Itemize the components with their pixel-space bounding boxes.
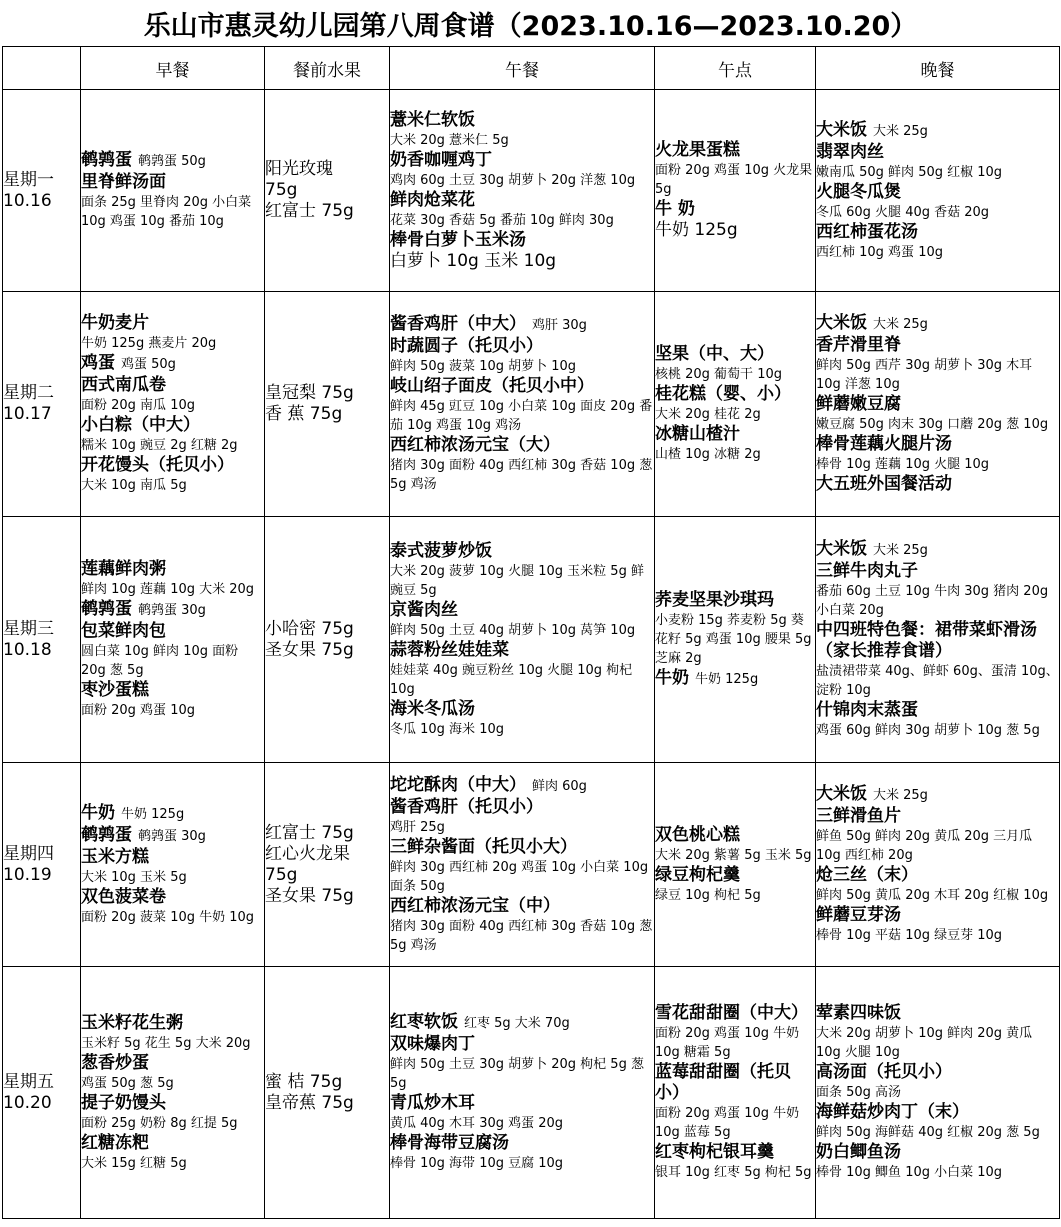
lunch-cell — [390, 90, 655, 292]
fruit-cell — [265, 517, 390, 763]
dish-title: 莲藕鲜肉粥 — [81, 559, 166, 579]
dish-title: 坨坨酥肉（中大） — [390, 774, 526, 795]
dish-ingredients: 鸡蛋 60g 鲜肉 30g 胡萝卜 10g 葱 5g — [816, 723, 1040, 738]
dish-title: 泰式菠萝炒饭 — [390, 540, 492, 561]
dish-ingredients: 嫩豆腐 50g 肉末 30g 口蘑 20g 葱 10g — [816, 417, 1049, 432]
dish-inline-ingredients: 鹌鹑蛋 30g — [138, 828, 206, 844]
fruit-item: 香 蕉 75g — [265, 404, 343, 424]
dish-name — [816, 394, 1059, 415]
dish-ingredients: 大米 20g 紫薯 5g 玉米 5g — [655, 847, 812, 863]
dish-ingredients: 鲜肉 45g 豇豆 10g 小白菜 10g 面皮 20g 番茄 10g 鸡蛋 10g 鸡汤 — [390, 399, 653, 433]
fruit-item: 圣女果 75g — [265, 639, 354, 660]
dish-name — [81, 455, 264, 476]
dish-title: 棒骨海带豆腐汤 — [390, 1133, 509, 1153]
dish-ingredients: 西红柿 10g 鸡蛋 10g — [816, 244, 943, 260]
header-corner — [3, 47, 81, 90]
dish-title: 荤素四味饭 — [816, 1003, 901, 1023]
breakfast-cell — [81, 517, 265, 763]
dish-ingredients: 银耳 10g 红枣 5g 枸杞 5g — [655, 1165, 812, 1180]
weekday-label: 星期四 — [3, 843, 54, 864]
dish-title: 棒骨莲藕火腿片汤 — [816, 434, 952, 454]
dish-inline-ingredients: 鹌鹑蛋 50g — [138, 154, 206, 169]
dish-name — [655, 384, 815, 405]
dish-title: 香芹滑里脊 — [816, 335, 901, 355]
dish-title: 雪花甜甜圈（中大） — [655, 1003, 808, 1023]
dish-name — [816, 1142, 1059, 1163]
day-cell — [3, 90, 81, 292]
fruit-item: 红富士 75g — [265, 201, 354, 221]
dish-title: 双味爆肉丁 — [390, 1034, 475, 1054]
dish-name — [816, 182, 1059, 203]
dish-inline-ingredients: 鹌鹑蛋 30g — [138, 603, 206, 618]
dish-name — [81, 1053, 264, 1074]
day-row — [3, 763, 1060, 967]
day-cell — [3, 292, 81, 517]
header-dinner: 晚餐 — [816, 47, 1060, 90]
fruit-item: 蜜 桔 75g — [265, 1071, 343, 1092]
dish-name — [390, 797, 654, 818]
dish-ingredients: 番茄 60g 土豆 10g 牛肉 30g 猪肉 20g 小白菜 20g — [816, 584, 1049, 618]
dish-name — [81, 680, 264, 701]
dish-name — [81, 599, 264, 621]
dish-title: 鲜蘑豆芽汤 — [816, 905, 901, 925]
dish-ingredients: 面粉 20g 鸡蛋 10g 火龙果 5g — [655, 163, 813, 197]
dish-inline-ingredients: 牛奶 125g — [121, 806, 185, 822]
dish-ingredients: 盐渍裙带菜 40g、鲜虾 60g、蛋清 10g、淀粉 10g — [816, 664, 1059, 698]
dish-title: 三鲜杂酱面（托贝小大） — [390, 836, 577, 857]
dish-title: 坚果（中、大） — [655, 344, 774, 364]
dish-title: 时蔬圆子（托贝小） — [390, 336, 543, 356]
dish-title: 蓝莓甜甜圈（托贝小） — [655, 1062, 791, 1103]
dish-title: 荞麦坚果沙琪玛 — [655, 589, 774, 610]
dish-ingredients: 鲜肉 50g 西芹 30g 胡萝卜 30g 木耳 10g 洋葱 10g — [816, 358, 1033, 392]
dish-title: 鹌鹑蛋 — [81, 150, 132, 170]
fruit-cell — [265, 763, 390, 967]
dish-title: 提子奶馒头 — [81, 1092, 166, 1113]
dish-title: 鹌鹑蛋 — [81, 599, 132, 619]
date-label: 10.19 — [3, 864, 52, 885]
dish-ingredients: 冬瓜 10g 海米 10g — [390, 721, 504, 737]
dish-title: 葱香炒蛋 — [81, 1052, 149, 1073]
dish-name — [390, 837, 654, 858]
dish-name — [390, 435, 654, 456]
dish-title: 包菜鲜肉包 — [81, 621, 166, 641]
dish-title: 三鲜牛肉丸子 — [816, 561, 918, 581]
dish-ingredients: 鲜肉 50g 海鲜菇 40g 红椒 20g 葱 5g — [816, 1125, 1040, 1140]
dish-title: 玉米籽花生粥 — [81, 1012, 183, 1033]
dish-ingredients: 鲜肉 50g 土豆 40g 胡萝卜 10g 莴笋 10g — [390, 622, 636, 638]
dish-name — [816, 806, 1059, 827]
dish-name — [816, 620, 1059, 662]
dish-name — [81, 375, 264, 396]
dish-title: 西式南瓜卷 — [81, 375, 166, 395]
dish-name — [655, 344, 815, 365]
dish-title: 青瓜炒木耳 — [390, 1093, 475, 1113]
dish-name — [390, 600, 654, 621]
weekday-label: 星期二 — [3, 383, 54, 403]
dish-ingredients: 冬瓜 60g 火腿 40g 香菇 20g — [816, 204, 990, 220]
dish-name — [390, 541, 654, 562]
dish-title: 火龙果蛋糕 — [655, 140, 740, 160]
weekday-label: 星期五 — [3, 1071, 54, 1092]
fruit-cell — [265, 967, 390, 1219]
day-row — [3, 90, 1060, 292]
dish-ingredients: 绿豆 10g 枸杞 5g — [655, 887, 761, 903]
dish-name — [81, 150, 264, 172]
dish-inline-ingredients: 大米 25g — [873, 317, 928, 332]
dish-ingredients: 棒骨 10g 鲫鱼 10g 小白菜 10g — [816, 1165, 1003, 1180]
dish-title: 牛奶 — [655, 667, 689, 688]
dish-ingredients: 山楂 10g 冰糖 2g — [655, 447, 761, 462]
snack-cell — [655, 90, 816, 292]
dish-ingredients: 鸡肉 60g 土豆 30g 胡萝卜 20g 洋葱 10g — [390, 172, 636, 188]
fruit-item: 皇冠梨 75g — [265, 383, 354, 403]
breakfast-cell — [81, 292, 265, 517]
date-label: 10.18 — [3, 639, 52, 660]
header-breakfast: 早餐 — [81, 47, 265, 90]
dish-name — [816, 474, 1059, 495]
page-title: 乐山市惠灵幼儿园第八周食谱（2023.10.16—2023.10.20） — [143, 11, 918, 42]
dish-ingredients: 棒骨 10g 平菇 10g 绿豆芽 10g — [816, 928, 1003, 943]
dish-title: 绿豆枸杞羹 — [655, 864, 740, 885]
dish-ingredients: 鲜肉 30g 西红柿 20g 鸡蛋 10g 小白菜 10g 面条 50g — [390, 859, 649, 894]
dish-title: 大米饭 — [816, 539, 867, 559]
dish-name — [655, 199, 815, 220]
dish-name — [816, 1102, 1059, 1123]
snack-cell — [655, 292, 816, 517]
dish-inline-ingredients: 大米 25g — [873, 123, 928, 139]
dish-ingredients: 大米 10g 南瓜 5g — [81, 478, 187, 493]
dinner-cell — [816, 517, 1060, 763]
breakfast-cell — [81, 763, 265, 967]
dish-title: 薏米仁软饭 — [390, 109, 475, 130]
weekday-label: 星期一 — [3, 169, 54, 190]
dish-ingredients: 面粉 25g 奶粉 8g 红提 5g — [81, 1115, 238, 1131]
dish-name — [655, 140, 815, 161]
fruit-item: 皇帝蕉 75g — [265, 1092, 354, 1113]
dish-ingredients: 鲜肉 10g 莲藕 10g 大米 20g — [81, 582, 255, 597]
dinner-cell — [816, 292, 1060, 517]
dish-title: 鸡蛋 — [81, 353, 115, 373]
dish-name — [390, 230, 654, 251]
dinner-cell — [816, 763, 1060, 967]
dish-inline-ingredients: 大米 25g — [873, 543, 928, 558]
dish-ingredients: 核桃 20g 葡萄干 10g — [655, 367, 782, 382]
dish-ingredients: 鸡肝 25g — [390, 819, 445, 835]
dish-name — [81, 847, 264, 868]
dish-title: 大五班外国餐活动 — [816, 474, 952, 494]
date-label: 10.16 — [3, 190, 52, 211]
header-fruit: 餐前水果 — [265, 47, 390, 90]
dish-title: 海鲜菇炒肉丁（末） — [816, 1102, 969, 1122]
dish-ingredients: 大米 20g 桂花 2g — [655, 407, 761, 422]
dish-name — [390, 1012, 654, 1034]
dish-ingredients: 大米 20g 菠萝 10g 火腿 10g 玉米粒 5g 鲜豌豆 5g — [390, 563, 644, 598]
dish-title: 什锦肉末蒸蛋 — [816, 700, 918, 720]
weekday-label: 星期三 — [3, 618, 54, 639]
dinner-cell — [816, 967, 1060, 1219]
dish-ingredients: 面粉 20g 鸡蛋 10g — [81, 703, 195, 718]
dish-ingredients: 大米 20g 薏米仁 5g — [390, 132, 509, 148]
dish-name — [390, 1034, 654, 1055]
dish-name — [81, 1093, 264, 1114]
fruit-item: 75g — [265, 180, 298, 200]
lunch-cell — [390, 763, 655, 967]
dish-ingredients: 面粉 20g 鸡蛋 10g 牛奶 10g 蓝莓 5g — [655, 1106, 800, 1140]
dish-title: 小白粽（中大） — [81, 415, 200, 435]
day-row — [3, 517, 1060, 763]
dish-name — [655, 424, 815, 445]
dish-title: 双色桃心糕 — [655, 824, 740, 845]
dish-ingredients: 圆白菜 10g 鲜肉 10g 面粉 20g 葱 5g — [81, 644, 239, 678]
dish-inline-ingredients: 鸡蛋 50g — [121, 357, 176, 372]
dish-ingredients: 面粉 20g 南瓜 10g — [81, 398, 195, 413]
breakfast-cell — [81, 90, 265, 292]
dish-ingredients: 鲜肉 50g 菠菜 10g 胡萝卜 10g — [390, 359, 577, 374]
dish-name — [655, 1003, 815, 1024]
dish-title: 高汤面（托贝小） — [816, 1062, 952, 1082]
dish-ingredients: 面条 25g 里脊肉 20g 小白菜 10g 鸡蛋 10g 番茄 10g — [81, 195, 252, 229]
dish-ingredients: 嫩南瓜 50g 鲜肉 50g 红椒 10g — [816, 164, 1003, 180]
day-cell — [3, 517, 81, 763]
snack-cell — [655, 967, 816, 1219]
dish-name — [816, 700, 1059, 721]
fruit-cell — [265, 292, 390, 517]
dish-name — [390, 336, 654, 357]
dish-name — [655, 865, 815, 886]
dish-name — [390, 150, 654, 171]
dish-title: 炝三丝（末） — [816, 865, 918, 885]
dish-ingredients: 大米 10g 玉米 5g — [81, 869, 187, 885]
date-label: 10.20 — [3, 1092, 52, 1113]
dish-name — [816, 142, 1059, 163]
dish-name — [816, 865, 1059, 886]
date-label: 10.17 — [3, 404, 52, 424]
dish-title: 红枣枸杞银耳羹 — [655, 1142, 774, 1162]
dish-name — [816, 539, 1059, 561]
dish-name — [81, 621, 264, 642]
dish-ingredients: 娃娃菜 40g 豌豆粉丝 10g 火腿 10g 枸杞 10g — [390, 662, 633, 697]
fruit-cell — [265, 90, 390, 292]
dish-name — [390, 1133, 654, 1154]
dish-ingredients: 鲜鱼 50g 鲜肉 20g 黄瓜 20g 三月瓜 10g 西红柿 20g — [816, 829, 1033, 863]
dish-title: 西红柿浓汤元宝（中） — [390, 895, 560, 916]
dish-ingredients: 面粉 20g 鸡蛋 10g 牛奶 10g 糖霜 5g — [655, 1026, 800, 1060]
dish-name — [390, 376, 654, 397]
header-snack: 午点 — [655, 47, 816, 90]
header-lunch: 午餐 — [390, 47, 655, 90]
dish-name — [655, 1142, 815, 1163]
dish-name — [81, 353, 264, 375]
dish-name — [816, 222, 1059, 243]
dish-title: 海米冬瓜汤 — [390, 698, 475, 719]
dish-ingredients: 大米 15g 红糖 5g — [81, 1155, 187, 1171]
dish-title: 奶白鲫鱼汤 — [816, 1142, 901, 1162]
dish-ingredients: 猪肉 30g 面粉 40g 西红柿 30g 香菇 10g 葱 5g 鸡汤 — [390, 918, 653, 953]
header-row — [3, 47, 1060, 90]
dish-name — [816, 1062, 1059, 1083]
lunch-cell — [390, 292, 655, 517]
dish-inline-ingredients: 红枣 5g 大米 70g — [464, 1016, 570, 1031]
dish-ingredients: 鲜肉 50g 土豆 30g 胡萝卜 20g 枸杞 5g 葱 5g — [390, 1057, 644, 1091]
fruit-item: 小哈密 75g — [265, 618, 354, 639]
dish-ingredients: 棒骨 10g 海带 10g 豆腐 10g — [390, 1156, 564, 1171]
dish-name — [816, 313, 1059, 335]
dish-title: 酱香鸡肝（托贝小） — [390, 796, 543, 817]
dish-title: 枣沙蛋糕 — [81, 680, 149, 700]
dish-ingredients: 鸡蛋 50g 葱 5g — [81, 1075, 174, 1091]
dish-amount: 白萝卜 10g 玉米 10g — [390, 250, 557, 271]
dish-title: 红糖冻粑 — [81, 1132, 149, 1153]
dish-name — [816, 120, 1059, 142]
day-row — [3, 967, 1060, 1219]
dish-title: 冰糖山楂汁 — [655, 424, 740, 444]
dish-title: 牛奶 — [81, 802, 115, 823]
dish-name — [816, 784, 1059, 806]
fruit-item: 阳光玫瑰 — [265, 159, 333, 179]
fruit-item: 红心火龙果 — [265, 843, 350, 864]
dish-ingredients: 猪肉 30g 面粉 40g 西红柿 30g 香菇 10g 葱 5g 鸡汤 — [390, 458, 653, 492]
dish-name — [655, 668, 815, 690]
dish-ingredients: 大米 20g 胡萝卜 10g 鲜肉 20g 黄瓜 10g 火腿 10g — [816, 1026, 1033, 1060]
dish-name — [390, 314, 654, 336]
dish-title: 牛奶麦片 — [81, 313, 149, 333]
dish-amount: 牛奶 125g — [655, 220, 738, 240]
snack-cell — [655, 517, 816, 763]
dish-title: 蒜蓉粉丝娃娃菜 — [390, 639, 509, 660]
dish-title: 中四班特色餐：裙带菜虾滑汤（家长推荐食谱） — [816, 620, 1037, 661]
dish-ingredients: 黄瓜 40g 木耳 30g 鸡蛋 20g — [390, 1116, 564, 1131]
dish-name — [816, 905, 1059, 926]
dish-name — [816, 1003, 1059, 1024]
lunch-cell — [390, 967, 655, 1219]
dish-ingredients: 花菜 30g 香菇 5g 番茄 10g 鲜肉 30g — [390, 212, 614, 228]
dish-ingredients: 牛奶 125g 燕麦片 20g — [81, 336, 217, 351]
fruit-item: 红富士 75g — [265, 822, 354, 843]
dish-name — [390, 896, 654, 917]
dish-ingredients: 鲜肉 50g 黄瓜 20g 木耳 20g 红椒 10g — [816, 888, 1049, 903]
dish-title: 鲜肉炝菜花 — [390, 189, 475, 210]
dish-ingredients: 面粉 20g 菠菜 10g 牛奶 10g — [81, 909, 255, 925]
day-cell — [3, 763, 81, 967]
dish-ingredients: 小麦粉 15g 荞麦粉 5g 葵花籽 5g 鸡蛋 10g 腰果 5g 芝麻 2g — [655, 612, 812, 666]
dish-title: 鲜蘑嫩豆腐 — [816, 394, 901, 414]
dish-name — [390, 190, 654, 211]
lunch-cell — [390, 517, 655, 763]
dish-name — [655, 825, 815, 846]
dish-title: 京酱肉丝 — [390, 599, 458, 620]
dish-name — [655, 1062, 815, 1104]
dish-title: 酱香鸡肝（中大） — [390, 314, 526, 334]
dish-title: 牛 奶 — [655, 199, 695, 219]
dish-inline-ingredients: 大米 25g — [873, 788, 928, 803]
dish-inline-ingredients: 鸡肝 30g — [532, 318, 587, 333]
dish-title: 玉米方糕 — [81, 846, 149, 867]
dish-name — [81, 825, 264, 847]
dish-name — [390, 110, 654, 131]
dish-ingredients: 面条 50g 高汤 — [816, 1085, 902, 1100]
day-row — [3, 292, 1060, 517]
dish-name — [81, 1133, 264, 1154]
dish-title: 三鲜滑鱼片 — [816, 806, 901, 826]
dish-title: 火腿冬瓜煲 — [816, 181, 901, 202]
dish-name — [81, 559, 264, 580]
fruit-item: 75g — [265, 864, 298, 885]
dish-name — [390, 640, 654, 661]
fruit-item: 圣女果 75g — [265, 885, 354, 906]
dish-title: 奶香咖喱鸡丁 — [390, 149, 492, 170]
day-cell — [3, 967, 81, 1219]
dish-name — [81, 415, 264, 436]
dish-name — [81, 1013, 264, 1034]
dish-title: 红枣软饭 — [390, 1012, 458, 1032]
dish-inline-ingredients: 牛奶 125g — [695, 671, 759, 687]
dish-name — [390, 1093, 654, 1114]
dish-title: 开花馒头（托贝小） — [81, 455, 234, 475]
dish-title: 桂花糕（婴、小） — [655, 384, 791, 404]
dish-name — [81, 313, 264, 334]
dish-title: 棒骨白萝卜玉米汤 — [390, 229, 526, 250]
dish-name — [81, 172, 264, 193]
dish-ingredients: 糯米 10g 豌豆 2g 红糖 2g — [81, 438, 238, 453]
dish-title: 鹌鹑蛋 — [81, 824, 132, 845]
dish-name — [81, 887, 264, 908]
dish-name — [816, 335, 1059, 356]
dish-ingredients: 玉米籽 5g 花生 5g 大米 20g — [81, 1035, 251, 1051]
snack-cell — [655, 763, 816, 967]
dish-inline-ingredients: 鲜肉 60g — [532, 778, 587, 794]
dish-name — [81, 803, 264, 825]
dish-name — [655, 590, 815, 611]
dish-title: 岐山绍子面皮（托贝小中） — [390, 376, 594, 396]
dish-title: 双色菠菜卷 — [81, 886, 166, 907]
dish-title: 里脊鲜汤面 — [81, 172, 166, 192]
dish-title: 大米饭 — [816, 119, 867, 140]
dish-title: 大米饭 — [816, 313, 867, 333]
dish-title: 大米饭 — [816, 784, 867, 804]
dish-name — [816, 434, 1059, 455]
dish-ingredients: 棒骨 10g 莲藕 10g 火腿 10g — [816, 457, 990, 472]
dish-name — [390, 699, 654, 720]
dish-title: 西红柿浓汤元宝（大） — [390, 435, 560, 455]
dish-title: 西红柿蛋花汤 — [816, 221, 918, 242]
dish-name — [390, 775, 654, 797]
dish-title: 翡翠肉丝 — [816, 141, 884, 162]
menu-table — [2, 46, 1060, 1219]
dish-name — [816, 561, 1059, 582]
breakfast-cell — [81, 967, 265, 1219]
dinner-cell — [816, 90, 1060, 292]
